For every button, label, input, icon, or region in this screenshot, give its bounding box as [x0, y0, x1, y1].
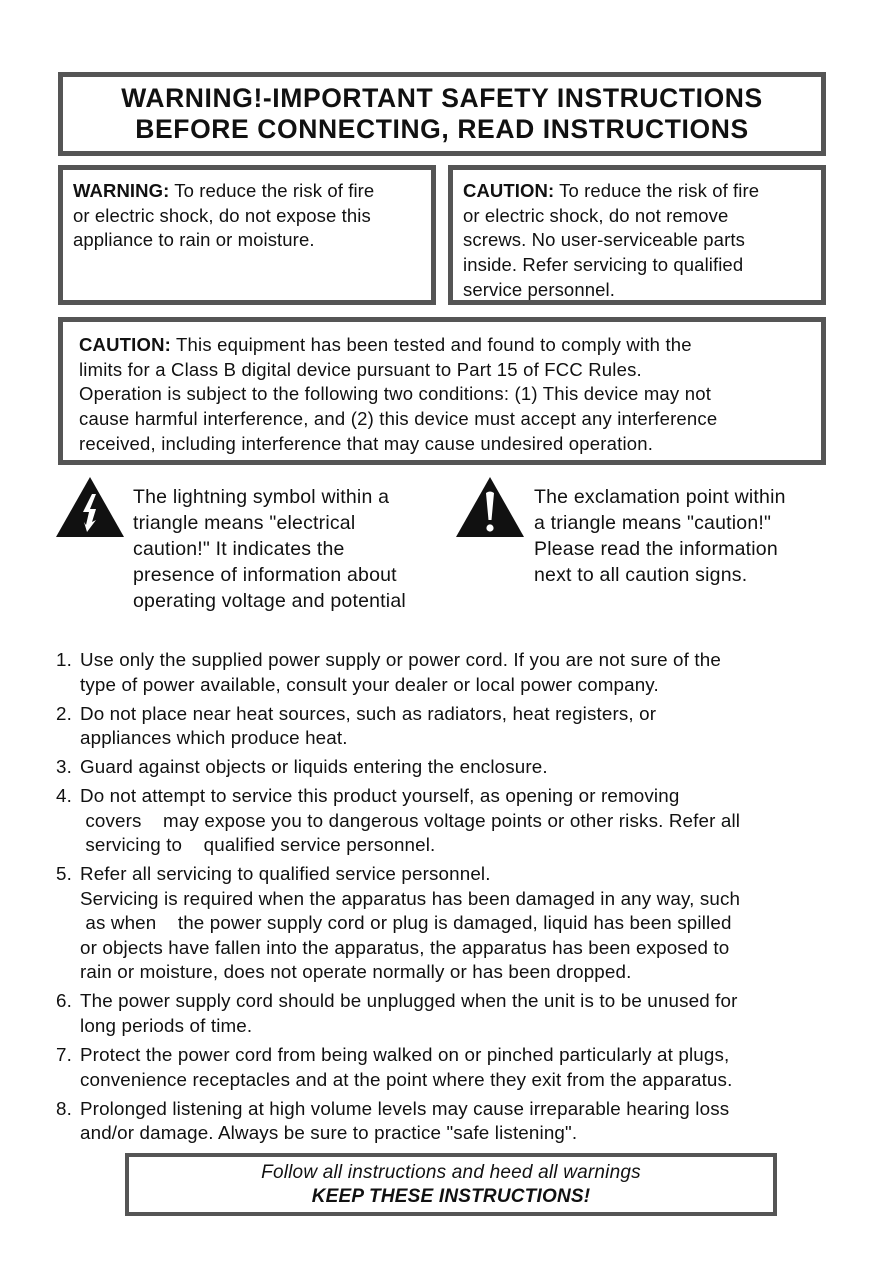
instruction-number: 1. [56, 649, 72, 670]
lightning-symbol-description [133, 484, 406, 614]
instruction-number: 4. [56, 785, 72, 807]
caution-line: or electric shock, do not remove [463, 204, 729, 226]
instruction-line: Guard against objects or liquids entering the enclosure. [80, 756, 548, 778]
warning-line: To reduce the risk of fire [169, 180, 375, 201]
caution-screws-text [463, 179, 811, 303]
exclamation-triangle-icon [455, 476, 525, 538]
instruction-item [56, 1043, 836, 1092]
instruction-number: 7. [56, 1044, 72, 1066]
caution-box-fcc [58, 317, 826, 465]
instruction-line: as when the power supply cord or plug is damaged, liquid has been spilled [80, 912, 732, 934]
caution-fcc-line: limits for a Class B digital device pursuant to Part 15 of FCC Rules. [79, 358, 642, 380]
warning-text [73, 179, 421, 253]
lightning-text-line: The lightning symbol within a [133, 486, 390, 508]
lightning-text-line: presence of information about [133, 564, 397, 586]
instruction-line: type of power available, consult your dealer or local power company. [80, 673, 659, 695]
warning-lead: WARNING: [73, 180, 170, 201]
instruction-item [56, 755, 836, 780]
instruction-item [56, 702, 836, 751]
warning-line: appliance to rain or moisture. [73, 229, 315, 251]
caution-fcc-line: cause harmful interference, and (2) this device must accept any interference [79, 408, 718, 430]
instruction-line: Prolonged listening at high volume levels may cause irreparable hearing loss [80, 1097, 730, 1119]
title-line-2: BEFORE CONNECTING, READ INSTRUCTIONS [135, 114, 749, 144]
instruction-number: 3. [56, 756, 72, 778]
title-box [58, 72, 826, 156]
caution-line: service personnel. [463, 278, 615, 300]
instruction-line: covers may expose you to dangerous voltage points or other risks. Refer all [80, 809, 741, 831]
instruction-line: or objects have fallen into the apparatus, the apparatus has been exposed to [80, 936, 730, 958]
lightning-text-line: operating voltage and potential [133, 590, 406, 612]
caution-lead: CAUTION: [463, 180, 555, 201]
caution-fcc-lead: CAUTION: [79, 334, 172, 355]
instruction-line: and/or damage. Always be sure to practice "safe listening". [80, 1122, 578, 1144]
instruction-item [56, 862, 836, 985]
instruction-line: servicing to qualified service personnel. [80, 834, 436, 856]
instruction-number: 5. [56, 863, 72, 885]
caution-fcc-line: Operation is subject to the following two conditions: (1) This device may not [79, 383, 712, 405]
instruction-number: 2. [56, 702, 72, 724]
instruction-line: Use only the supplied power supply or power cord. If you are not sure of the [80, 649, 721, 670]
instruction-line: Do not attempt to service this product yourself, as opening or removing [80, 785, 680, 807]
lightning-text-line: triangle means "electrical [133, 512, 356, 534]
instruction-line: Do not place near heat sources, such as radiators, heat registers, or [80, 702, 657, 724]
instruction-number: 6. [56, 990, 72, 1012]
instruction-item [56, 784, 836, 858]
title-line-1: WARNING!-IMPORTANT SAFETY INSTRUCTIONS [121, 83, 763, 113]
exclamation-symbol-description [534, 484, 786, 588]
caution-box-screws [448, 165, 826, 305]
warning-box [58, 165, 436, 305]
instruction-line: convenience receptacles and at the point where they exit from the apparatus. [80, 1068, 733, 1090]
caution-fcc-text [79, 333, 811, 457]
footer-line-1: Follow all instructions and heed all warnings [261, 1161, 641, 1183]
warning-line: or electric shock, do not expose this [73, 204, 371, 226]
caution-line: inside. Refer servicing to qualified [463, 254, 744, 276]
lightning-text-line: caution!" It indicates the [133, 538, 345, 560]
lightning-triangle-icon [55, 476, 125, 538]
instruction-item [56, 648, 836, 697]
footer-box [125, 1153, 777, 1216]
exclamation-text-line: a triangle means "caution!" [534, 512, 772, 534]
footer-line-2: KEEP THESE INSTRUCTIONS! [311, 1185, 591, 1207]
instruction-number: 8. [56, 1097, 72, 1119]
instruction-item [56, 1097, 836, 1146]
instruction-line: appliances which produce heat. [80, 727, 348, 749]
instruction-line: The power supply cord should be unplugged when the unit is to be unused for [80, 990, 738, 1012]
exclamation-text-line: The exclamation point within [534, 486, 786, 508]
caution-fcc-line: received, including interference that may cause undesired operation. [79, 432, 654, 454]
instruction-item [56, 989, 836, 1038]
instruction-line: Servicing is required when the apparatus has been damaged in any way, such [80, 887, 741, 909]
caution-line: screws. No user-serviceable parts [463, 229, 745, 251]
instruction-line: Protect the power cord from being walked on or pinched particularly at plugs, [80, 1044, 730, 1066]
caution-fcc-line: This equipment has been tested and found to comply with the [171, 334, 692, 355]
exclamation-text-line: Please read the information [534, 538, 778, 560]
instruction-line: long periods of time. [80, 1014, 253, 1036]
exclamation-text-line: next to all caution signs. [534, 564, 748, 586]
caution-line: To reduce the risk of fire [554, 180, 760, 201]
instruction-line: rain or moisture, does not operate normally or has been dropped. [80, 961, 632, 983]
instruction-list [56, 648, 836, 1150]
instruction-line: Refer all servicing to qualified service personnel. [80, 863, 491, 885]
